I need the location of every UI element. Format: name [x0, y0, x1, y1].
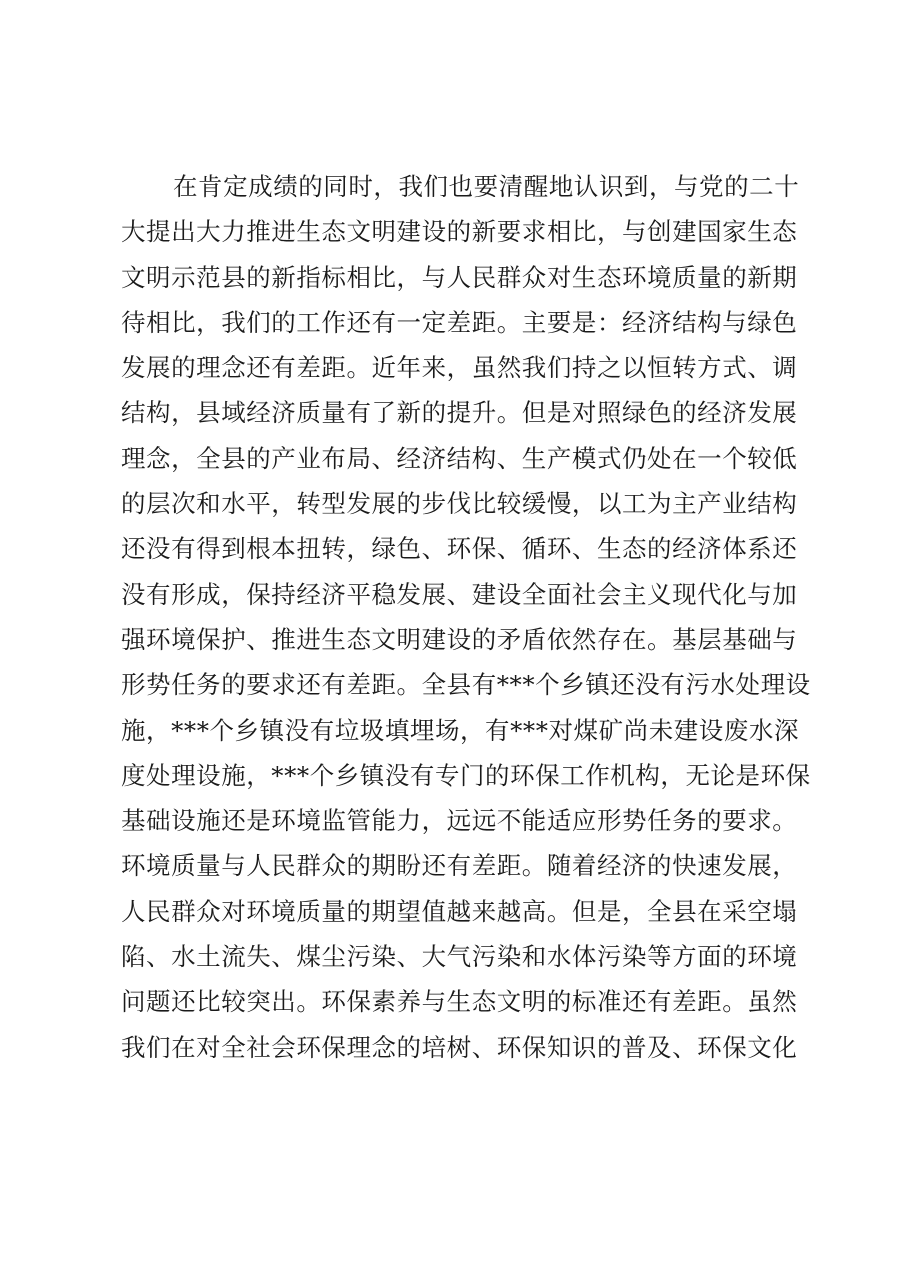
paragraph-line-16: 环境质量与人民群众的期盼还有差距。随着经济的快速发展，: [121, 851, 798, 881]
paragraph-line-12: 形势任务的要求还有差距。全县有***个乡镇还没有污水处理设: [121, 670, 811, 700]
paragraph-line-3: 文明示范县的新指标相比，与人民群众对生态环境质量的新期: [121, 262, 798, 292]
paragraph-line-20: 我们在对全社会环保理念的培树、环保知识的普及、环保文化: [121, 1032, 798, 1062]
paragraph-line-8: 的层次和水平，转型发展的步伐比较缓慢，以工为主产业结构: [121, 489, 798, 519]
paragraph-line-11: 强环境保护、推进生态文明建设的矛盾依然存在。基层基础与: [121, 624, 798, 654]
body-paragraph: [121, 164, 811, 1070]
paragraph-line-19: 问题还比较突出。环保素养与生态文明的标准还有差距。虽然: [121, 987, 798, 1017]
paragraph-line-1: 在肯定成绩的同时，我们也要清醒地认识到，与党的二十: [173, 172, 800, 201]
paragraph-line-4: 待相比，我们的工作还有一定差距。主要是：经济结构与绿色: [121, 307, 798, 337]
paragraph-line-18: 陷、水土流失、煤尘污染、大气污染和水体污染等方面的环境: [121, 942, 798, 972]
paragraph-line-5: 发展的理念还有差距。近年来，虽然我们持之以恒转方式、调: [121, 353, 798, 383]
paragraph-line-15: 基础设施还是环境监管能力，远远不能适应形势任务的要求。: [121, 806, 798, 836]
paragraph-line-6: 结构，县域经济质量有了新的提升。但是对照绿色的经济发展: [121, 398, 798, 428]
paragraph-line-13: 施，***个乡镇没有垃圾填埋场，有***对煤矿尚未建设废水深: [121, 715, 799, 745]
paragraph-line-10: 没有形成，保持经济平稳发展、建设全面社会主义现代化与加: [121, 579, 798, 609]
paragraph-line-14: 度处理设施，***个乡镇没有专门的环保工作机构，无论是环保: [121, 760, 811, 790]
paragraph-line-7: 理念，全县的产业布局、经济结构、生产模式仍处在一个较低: [121, 443, 798, 473]
paragraph-line-2: 大提出大力推进生态文明建设的新要求相比，与创建国家生态: [121, 217, 798, 247]
paragraph-line-9: 还没有得到根本扭转，绿色、环保、循环、生态的经济体系还: [121, 534, 798, 564]
paragraph-line-17: 人民群众对环境质量的期望值越来越高。但是，全县在采空塌: [121, 896, 798, 926]
